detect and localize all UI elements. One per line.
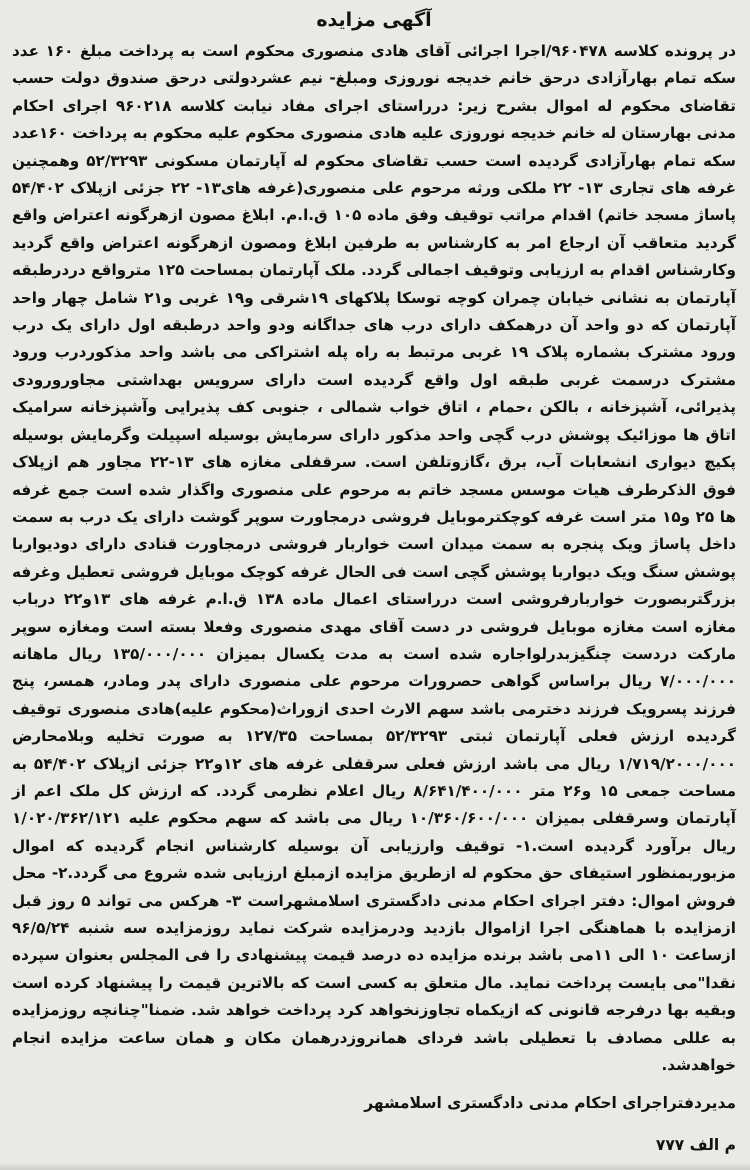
notice-title: آگهی مزایده [316, 9, 432, 31]
paper-edge [0, 1162, 750, 1170]
notice-signature: مدیردفتراجرای احکام مدنی دادگستری اسلامشهر [364, 1094, 736, 1113]
notice-body: در پرونده کلاسه ۹۶۰۴۷۸/اجرا اجرائی آقای هادی منصوری محکوم است به پرداخت مبلغ ۱۶۰ عدد سکه تمام بهارآزادی درحق خانم خدیجه نوروزی ومبلغ- نیم عشردولتی درحق صندوق دولت حسب تقاضای محکوم له اموال بشرح زیر: درراستای اجرای مفاد نیابت کلاسه ۹۶۰۲۱۸ اجرای احکام مدنی بهارستان له خانم خدیجه نوروزی علیه هادی منصوری محکوم علیه محکوم به پرداخت ۱۶۰عدد سکه تمام بهارآزادی گردیده است حسب تقاضای محکوم له آپارتمان مسکونی ۵۲/۳۲۹۳ وهمچنین غرفه های تجاری ۱۳- ۲۲ ملکی ورثه مرحوم علی منصوری(غرفه های۱۳- ۲۲ جزئی ازپلاک ۵۴/۴۰۲ پاساژ مسجد خاتم) اقدام مراتب توقیف وفق ماده ۱۰۵ ق.ا.م. ابلاغ مصون ازهرگونه اعتراض واقع گردید متعاقب آن ارجاع امر به کارشناس به طرفین ابلاغ ومصون ازهرگونه اعتراض واقع گردید وکارشناس اقدام به ارزیابی وتوقیف اجمالی گردد. ملک آپارتمان بمساحت ۱۲۵ مترواقع دردرطبقه آپارتمان به نشانی خیابان چمران کوچه توسکا پلاکهای ۱۹شرقی و۱۹ غربی و۲۱ شامل چهار واحد آپارتمان که دو واحد آن درهمکف دارای درب های جداگانه ودو واحد درطبقه اول دارای یک درب ورود مشترک بشماره پلاک ۱۹ غربی مرتبط به راه پله اشتراکی می باشد واحد مذکوردرب ورود مشترک درسمت غربی طبقه اول واقع گردیده است دارای سرویس بهداشتی مجاورورودی پذیرائی، آشپزخانه ، بالکن ،حمام ، اتاق خواب شمالی ، جنوبی کف پذیرایی وآشپزخانه سرامیک اتاق ها موزائیک پوشش درب گچی واحد مذکور دارای سرمایش بوسیله اسپیلت وگرمایش بوسیله پکیچ دیواری انشعابات آب، برق ،گازوتلفن است. سرقفلی مغازه های ۱۳-۲۲ مجاور هم ازپلاک فوق الذکرطرف هیات موسس مسجد خاتم به مرحوم علی منصوری واگذار شده است جمع غرفه ها ۲۵ و۱۵ متر است غرفه کوچکترموبایل فروشی درمجاورت سوپر گوشت دارای یک درب به سمت داخل پاساژ ویک پنجره به سمت میدان است خواربار فروشی درمجاورت قنادی دارای دودیواربا پوشش سنگ ویک دیواربا پوشش گچی است فی الحال غرفه کوچک موبایل فروشی تعطیل وغرفه بزرگتربصورت خواربارفروشی است درراستای اعمال ماده ۱۳۸ ق.ا.م غرفه های ۱۳و۲۲ درباب مغازه است مغازه موبایل فروشی در دست آقای مهدی منصوری وفعلا بسته است ومغازه سوپر مارکت دردست چنگیزبدرلواجاره شده است به مدت یکسال بمیزان ۱۳۵/۰۰۰/۰۰۰ ریال ماهانه ۷/۰۰۰/۰۰۰ ریال براساس گواهی حصرورات مرحوم علی منصوری دارای پدر ومادر، همسر، پنج فرزند پسرویک فرزند دخترمی باشد سهم الارث احدی ازوراث(محکوم علیه)هادی منصوری توقیف گردیده ارزش فعلی آپارتمان ثبتی ۵۲/۳۲۹۳ بمساحت ۱۲۷/۳۵ به صورت تخلیه وبلامحارض ۱/۷۱۹/۲۰۰۰/۰۰۰ ریال می باشد ارزش فعلی سرقفلی غرفه های ۱۲و۲۲ جزئی ازپلاک ۵۴/۴۰۲ به مساحت جمعی ۱۵ و۲۶ متر ۸/۶۴۱/۴۰۰/۰۰۰ ریال اعلام نظرمی گردد. که ارزش کل ملک اعم از آپارتمان وسرقفلی بمیزان ۱۰/۳۶۰/۶۰۰/۰۰۰ ریال می باشد که سهم محکوم علیه ۱/۰۲۰/۳۶۲/۱۲۱ ریال برآورد گردیده است.۱- توقیف وارزیابی آن بوسیله کارشناس انجام گردیده که اموال مزبوربمنظور استیفای حق محکوم له ازطریق مزایده ازمبلغ ارزیابی شده شروع می گردد.۲- محل فروش اموال: دفتر اجرای احکام مدنی دادگستری اسلامشهراست ۳- هرکس می تواند ۵ روز قبل ازمزایده با هماهنگی اجرا ازاموال بازدید ودرمزایده شرکت نماید روزمزایده سه شنبه ۹۶/۵/۲۴ ازساعت ۱۰ الی ۱۱می باشد برنده مزایده ده درصد قیمت پیشنهادی را فی المجلس بعنوان سپرده نقدا"می بایست پرداخت نماید. مال متعلق به کسی است که بالاترین قیمت را پیشنهاد کرده است وبقیه بها درفرجه قانونی که ازیکماه تجاوزنخواهد کرد پرداخت خواهد شد. ضمنا"چنانچه روزمزایده به عللی مصادف با تعطیلی باشد فردای همانروزدرهمان مکان و همان ساعت مزایده انجام خواهدشد. [12, 42, 737, 1075]
notice-reference-code: م الف ۷۷۷ [655, 1136, 736, 1155]
